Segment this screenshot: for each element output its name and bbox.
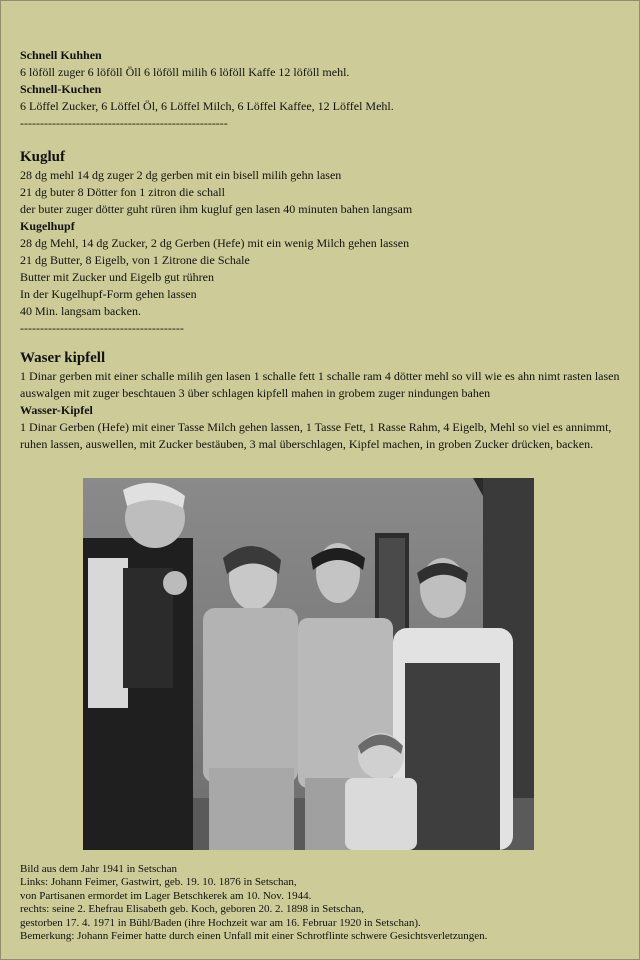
caption-line: Bemerkung: Johann Feimer hatte durch einen Unfall mit einer Schrotflinte schwere Gesichtsverletzungen.: [20, 930, 488, 943]
recipe-title-dialect: Kugluf: [20, 149, 66, 165]
recipe-wasser: [20, 348, 624, 453]
recipe-schnell: [20, 47, 624, 132]
recipe-title-german: Schnell-Kuchen: [20, 82, 102, 96]
recipe-line: Butter mit Zucker und Eigelb gut rühren: [20, 270, 214, 284]
caption-line: Links: Johann Feimer, Gastwirt, geb. 19. 10. 1876 in Setschan,: [20, 876, 297, 889]
recipe-title-german: Kugelhupf: [20, 219, 75, 233]
separator: ----------------------------------------------------: [20, 116, 228, 130]
recipe-title-german: Wasser-Kipfel: [20, 403, 93, 417]
photo-caption: [20, 863, 630, 943]
recipe-kugluf: [20, 147, 624, 337]
recipe-line: 28 dg Mehl, 14 dg Zucker, 2 dg Gerben (Hefe) mit ein wenig Milch gehen lassen: [20, 236, 410, 250]
caption-line: gestorben 17. 4. 1971 in Bühl/Baden (ihre Hochzeit war am 16. Februar 1920 in Setschan).: [20, 916, 421, 929]
recipe-line: der buter zuger dötter guht rüren ihm kugluf gen lasen 40 minuten bahen langsam: [20, 202, 413, 216]
caption-line: rechts: seine 2. Ehefrau Elisabeth geb. Koch, geboren 20. 2. 1898 in Setschan,: [20, 903, 364, 916]
recipe-line: 6 löföll zuger 6 löföll Öll 6 löföll milih 6 löföll Kaffe 12 löföll mehl.: [20, 65, 350, 79]
recipe-line: 6 Löffel Zucker, 6 Löffel Öl, 6 Löffel Milch, 6 Löffel Kaffee, 12 Löffel Mehl.: [20, 99, 394, 113]
recipe-line: 40 Min. langsam backen.: [20, 304, 141, 318]
recipe-line: 21 dg Butter, 8 Eigelb, von 1 Zitrone die Schale: [20, 253, 250, 267]
caption-line: Bild aus dem Jahr 1941 in Setschan: [20, 863, 178, 875]
caption-line: von Partisanen ermordet im Lager Betschkerek am 10. Nov. 1944.: [20, 889, 312, 902]
family-photo: [83, 478, 534, 850]
recipe-line: 21 dg buter 8 Dötter fon 1 zitron die schall: [20, 185, 225, 199]
recipe-text: 1 Dinar gerben mit einer schalle milih gen lasen 1 schalle fett 1 schalle ram 4 dötter mehl so vill wie es ahn nimt rasten lasen auswalgen mit zuger beschtauen 3 über schlagen kipfell mahen in grobem zuger nindungen bahen: [20, 369, 620, 400]
recipe-line: 28 dg mehl 14 dg zuger 2 dg gerben mit ein bisell milih gehn lasen: [20, 168, 342, 182]
recipe-title-dialect: Schnell Kuhhen: [20, 48, 102, 62]
recipe-title-dialect: Waser kipfell: [20, 350, 106, 366]
recipe-line: In der Kugelhupf-Form gehen lassen: [20, 287, 197, 301]
recipe-text: 1 Dinar Gerben (Hefe) mit einer Tasse Milch gehen lassen, 1 Tasse Fett, 1 Rasse Rahm, 4 Eigelb, Mehl so viel es annimmt, ruhen lassen, auswellen, mit Zucker bestäuben, 3 mal überschlagen, Kipfel machen, in groben Zucker drücken, backen.: [20, 420, 612, 451]
separator: -----------------------------------------: [20, 321, 184, 335]
